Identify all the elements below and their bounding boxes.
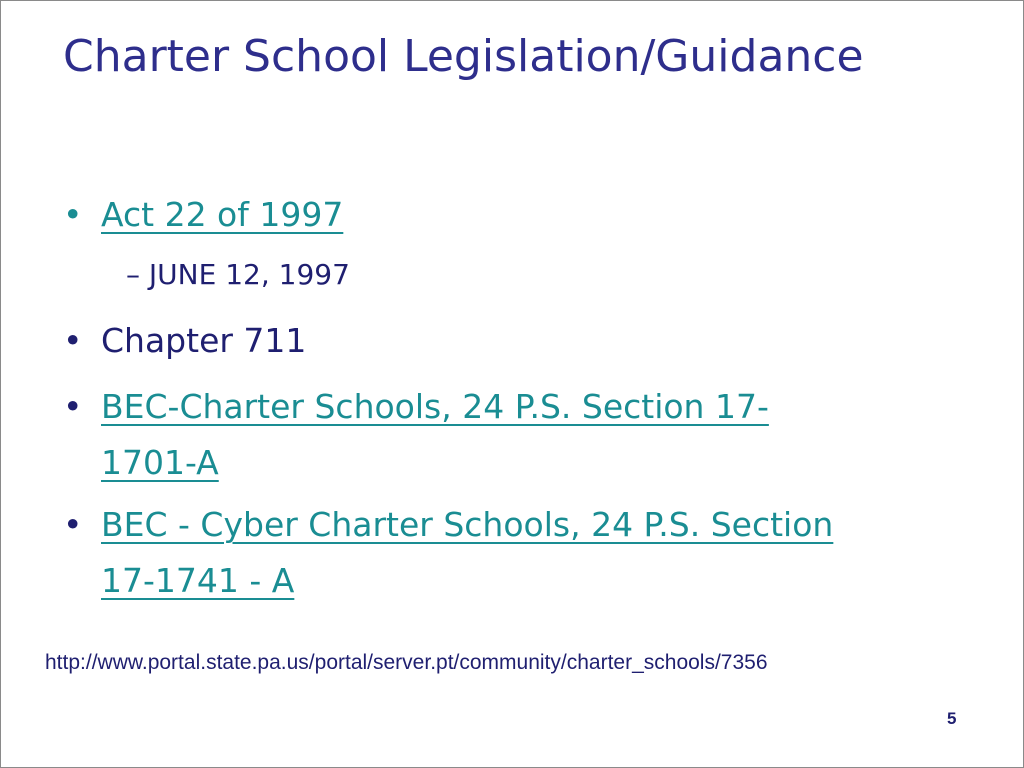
bec-cyber-link-line2[interactable]: 17-1741 - A (101, 561, 295, 600)
bullet-marker: • (63, 195, 83, 234)
sub-item-marker: – (126, 258, 140, 291)
bec-cyber-link-line1[interactable]: BEC - Cyber Charter Schools, 24 P.S. Section (101, 505, 834, 544)
bec-charter-link-line2[interactable]: 1701-A (101, 443, 219, 482)
slide-title: Charter School Legislation/Guidance (63, 31, 864, 82)
bullet-marker: • (63, 505, 83, 544)
bullet-marker: • (63, 387, 83, 426)
bec-charter-link-line1[interactable]: BEC-Charter Schools, 24 P.S. Section 17- (101, 387, 769, 426)
bullet-marker: • (63, 321, 83, 360)
sub-item-date (126, 253, 350, 297)
source-url: http://www.portal.state.pa.us/portal/server.pt/community/charter_schools/7356 (45, 651, 768, 674)
act-22-link[interactable]: Act 22 of 1997 (101, 195, 344, 234)
page-number: 5 (947, 709, 957, 728)
chapter-711-text: Chapter 711 (101, 321, 307, 360)
sub-item-text: JUNE 12, 1997 (148, 258, 350, 291)
